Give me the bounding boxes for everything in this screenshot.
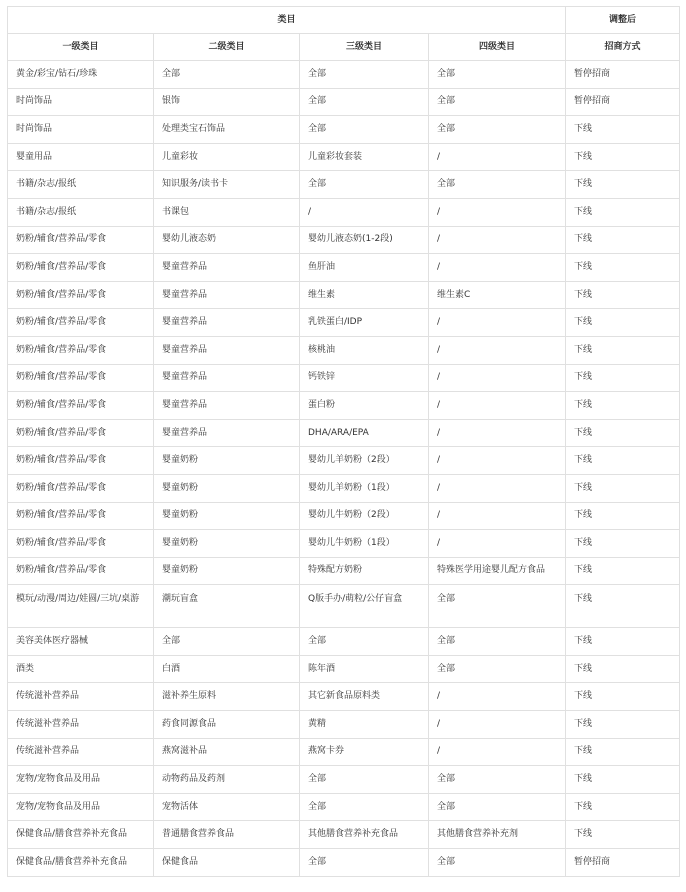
level2-cell: 白酒 [154, 655, 300, 683]
level2-cell: 全部 [154, 628, 300, 656]
level1-cell: 婴童用品 [8, 143, 154, 171]
level3-cell: Q版手办/萌粒/公仔盲盒 [300, 585, 429, 628]
level1-cell: 时尚饰品 [8, 116, 154, 144]
table-row [8, 88, 680, 116]
level2-cell: 全部 [154, 61, 300, 89]
table-row [8, 683, 680, 711]
level3-cell: 全部 [300, 628, 429, 656]
level2-cell: 婴幼儿液态奶 [154, 226, 300, 254]
table-row [8, 364, 680, 392]
level3-cell: 全部 [300, 88, 429, 116]
header-level1-category: 一级类目 [8, 34, 154, 61]
level1-cell: 传统滋补营养品 [8, 738, 154, 766]
level1-cell: 模玩/动漫/周边/娃圆/三坑/桌游 [8, 585, 154, 628]
recruitment-method-cell: 下线 [566, 738, 680, 766]
recruitment-method-cell: 下线 [566, 502, 680, 530]
level4-cell: / [429, 198, 566, 226]
recruitment-method-cell: 下线 [566, 419, 680, 447]
table-row [8, 336, 680, 364]
level3-cell: 婴幼儿液态奶(1-2段) [300, 226, 429, 254]
level3-cell: 儿童彩妆套装 [300, 143, 429, 171]
header-level3-category: 三级类目 [300, 34, 429, 61]
recruitment-method-cell: 下线 [566, 254, 680, 282]
level2-cell: 银饰 [154, 88, 300, 116]
header-column-row [8, 34, 680, 61]
table-header [8, 7, 680, 61]
level4-cell: / [429, 502, 566, 530]
level1-cell: 奶粉/辅食/营养品/零食 [8, 502, 154, 530]
recruitment-method-cell: 下线 [566, 655, 680, 683]
recruitment-method-cell: 下线 [566, 447, 680, 475]
level4-cell: / [429, 683, 566, 711]
level1-cell: 保健食品/膳食营养补充食品 [8, 821, 154, 849]
level1-cell: 奶粉/辅食/营养品/零食 [8, 447, 154, 475]
level3-cell: 全部 [300, 849, 429, 877]
level4-cell: 全部 [429, 61, 566, 89]
level3-cell: DHA/ARA/EPA [300, 419, 429, 447]
level4-cell: 全部 [429, 655, 566, 683]
level4-cell: 其他膳食营养补充剂 [429, 821, 566, 849]
table-row [8, 474, 680, 502]
level4-cell: / [429, 336, 566, 364]
level1-cell: 书籍/杂志/报纸 [8, 171, 154, 199]
table-row [8, 585, 680, 628]
level2-cell: 婴童奶粉 [154, 530, 300, 558]
level2-cell: 婴童营养品 [154, 364, 300, 392]
level2-cell: 婴童奶粉 [154, 557, 300, 585]
level1-cell: 奶粉/辅食/营养品/零食 [8, 474, 154, 502]
level3-cell: 其它新食品原料类 [300, 683, 429, 711]
level2-cell: 处理类宝石饰品 [154, 116, 300, 144]
table-row [8, 793, 680, 821]
level2-cell: 婴童奶粉 [154, 502, 300, 530]
table-row [8, 557, 680, 585]
table-row [8, 392, 680, 420]
level4-cell: 全部 [429, 766, 566, 794]
table-row [8, 226, 680, 254]
level4-cell: / [429, 738, 566, 766]
recruitment-method-cell: 下线 [566, 281, 680, 309]
header-category-group: 类目 [8, 7, 566, 34]
recruitment-method-cell: 下线 [566, 711, 680, 739]
level4-cell: 全部 [429, 116, 566, 144]
header-recruitment-method: 招商方式 [566, 34, 680, 61]
table-row [8, 766, 680, 794]
level3-cell: 全部 [300, 766, 429, 794]
level1-cell: 黄金/彩宝/钻石/珍珠 [8, 61, 154, 89]
level4-cell: / [429, 530, 566, 558]
table-row [8, 655, 680, 683]
table-row [8, 711, 680, 739]
recruitment-method-cell: 下线 [566, 530, 680, 558]
level3-cell: 婴幼儿羊奶粉（2段） [300, 447, 429, 475]
level3-cell: 其他膳食营养补充食品 [300, 821, 429, 849]
level2-cell: 儿童彩妆 [154, 143, 300, 171]
level4-cell: 全部 [429, 793, 566, 821]
level3-cell: 婴幼儿牛奶粉（1段） [300, 530, 429, 558]
recruitment-method-cell: 下线 [566, 309, 680, 337]
level2-cell: 婴童营养品 [154, 309, 300, 337]
recruitment-method-cell: 下线 [566, 392, 680, 420]
level3-cell: 陈年酒 [300, 655, 429, 683]
level2-cell: 滋补养生原料 [154, 683, 300, 711]
table-row [8, 254, 680, 282]
level1-cell: 奶粉/辅食/营养品/零食 [8, 281, 154, 309]
level2-cell: 婴童奶粉 [154, 447, 300, 475]
level2-cell: 书课包 [154, 198, 300, 226]
header-level4-category: 四级类目 [429, 34, 566, 61]
level4-cell: / [429, 392, 566, 420]
level4-cell: / [429, 226, 566, 254]
level4-cell: 特殊医学用途婴儿配方食品 [429, 557, 566, 585]
table-row [8, 530, 680, 558]
recruitment-method-cell: 下线 [566, 793, 680, 821]
recruitment-method-cell: 下线 [566, 821, 680, 849]
level4-cell: / [429, 309, 566, 337]
level1-cell: 奶粉/辅食/营养品/零食 [8, 392, 154, 420]
recruitment-method-cell: 下线 [566, 116, 680, 144]
level1-cell: 传统滋补营养品 [8, 711, 154, 739]
table-row [8, 281, 680, 309]
level4-cell: 全部 [429, 628, 566, 656]
level3-cell: 黄精 [300, 711, 429, 739]
level1-cell: 奶粉/辅食/营养品/零食 [8, 254, 154, 282]
level2-cell: 婴童营养品 [154, 419, 300, 447]
level1-cell: 奶粉/辅食/营养品/零食 [8, 226, 154, 254]
table-row [8, 628, 680, 656]
recruitment-method-cell: 下线 [566, 364, 680, 392]
category-adjustment-table-wrapper [7, 6, 679, 877]
table-row [8, 61, 680, 89]
level3-cell: 全部 [300, 171, 429, 199]
level4-cell: / [429, 474, 566, 502]
level1-cell: 酒类 [8, 655, 154, 683]
level3-cell: 乳铁蛋白/IDP [300, 309, 429, 337]
level3-cell: 核桃油 [300, 336, 429, 364]
level4-cell: / [429, 364, 566, 392]
level3-cell: 燕窝卡券 [300, 738, 429, 766]
level1-cell: 时尚饰品 [8, 88, 154, 116]
recruitment-method-cell: 下线 [566, 585, 680, 628]
level4-cell: 全部 [429, 171, 566, 199]
level3-cell: 蛋白粉 [300, 392, 429, 420]
level4-cell: / [429, 143, 566, 171]
recruitment-method-cell: 下线 [566, 628, 680, 656]
level4-cell: 全部 [429, 585, 566, 628]
level1-cell: 奶粉/辅食/营养品/零食 [8, 336, 154, 364]
recruitment-method-cell: 下线 [566, 474, 680, 502]
level2-cell: 燕窝滋补品 [154, 738, 300, 766]
level4-cell: 维生素C [429, 281, 566, 309]
header-after-adjustment: 调整后 [566, 7, 680, 34]
table-row [8, 738, 680, 766]
level2-cell: 婴童营养品 [154, 254, 300, 282]
recruitment-method-cell: 下线 [566, 171, 680, 199]
table-row [8, 419, 680, 447]
recruitment-method-cell: 下线 [566, 226, 680, 254]
level2-cell: 动物药品及药剂 [154, 766, 300, 794]
table-row [8, 849, 680, 877]
level3-cell: 特殊配方奶粉 [300, 557, 429, 585]
level1-cell: 奶粉/辅食/营养品/零食 [8, 557, 154, 585]
level1-cell: 美容美体医疗器械 [8, 628, 154, 656]
level1-cell: 奶粉/辅食/营养品/零食 [8, 530, 154, 558]
recruitment-method-cell: 暂停招商 [566, 849, 680, 877]
level2-cell: 宠物活体 [154, 793, 300, 821]
category-adjustment-table [7, 6, 680, 877]
level2-cell: 婴童奶粉 [154, 474, 300, 502]
recruitment-method-cell: 下线 [566, 198, 680, 226]
level2-cell: 知识服务/读书卡 [154, 171, 300, 199]
table-row [8, 143, 680, 171]
recruitment-method-cell: 下线 [566, 143, 680, 171]
level3-cell: 鱼肝油 [300, 254, 429, 282]
level2-cell: 婴童营养品 [154, 281, 300, 309]
header-level2-category: 二级类目 [154, 34, 300, 61]
table-row [8, 116, 680, 144]
level3-cell: / [300, 198, 429, 226]
level4-cell: 全部 [429, 849, 566, 877]
level1-cell: 奶粉/辅食/营养品/零食 [8, 309, 154, 337]
level2-cell: 潮玩盲盒 [154, 585, 300, 628]
level3-cell: 全部 [300, 793, 429, 821]
level3-cell: 全部 [300, 116, 429, 144]
table-row [8, 447, 680, 475]
table-body [8, 61, 680, 877]
level1-cell: 书籍/杂志/报纸 [8, 198, 154, 226]
level1-cell: 宠物/宠物食品及用品 [8, 793, 154, 821]
recruitment-method-cell: 下线 [566, 766, 680, 794]
level4-cell: / [429, 711, 566, 739]
level3-cell: 全部 [300, 61, 429, 89]
level4-cell: 全部 [429, 88, 566, 116]
level1-cell: 奶粉/辅食/营养品/零食 [8, 419, 154, 447]
level3-cell: 婴幼儿羊奶粉（1段） [300, 474, 429, 502]
level1-cell: 传统滋补营养品 [8, 683, 154, 711]
recruitment-method-cell: 下线 [566, 557, 680, 585]
level2-cell: 婴童营养品 [154, 336, 300, 364]
level1-cell: 保健食品/膳食营养补充食品 [8, 849, 154, 877]
level1-cell: 奶粉/辅食/营养品/零食 [8, 364, 154, 392]
recruitment-method-cell: 暂停招商 [566, 61, 680, 89]
table-row [8, 502, 680, 530]
recruitment-method-cell: 下线 [566, 683, 680, 711]
level4-cell: / [429, 419, 566, 447]
level2-cell: 药食同源食品 [154, 711, 300, 739]
table-row [8, 309, 680, 337]
table-row [8, 198, 680, 226]
table-row [8, 171, 680, 199]
table-row [8, 821, 680, 849]
level2-cell: 保健食品 [154, 849, 300, 877]
header-group-row [8, 7, 680, 34]
level4-cell: / [429, 254, 566, 282]
level2-cell: 婴童营养品 [154, 392, 300, 420]
recruitment-method-cell: 暂停招商 [566, 88, 680, 116]
level3-cell: 钙铁锌 [300, 364, 429, 392]
level1-cell: 宠物/宠物食品及用品 [8, 766, 154, 794]
recruitment-method-cell: 下线 [566, 336, 680, 364]
level3-cell: 婴幼儿牛奶粉（2段） [300, 502, 429, 530]
level3-cell: 维生素 [300, 281, 429, 309]
level2-cell: 普通膳食营养食品 [154, 821, 300, 849]
level4-cell: / [429, 447, 566, 475]
